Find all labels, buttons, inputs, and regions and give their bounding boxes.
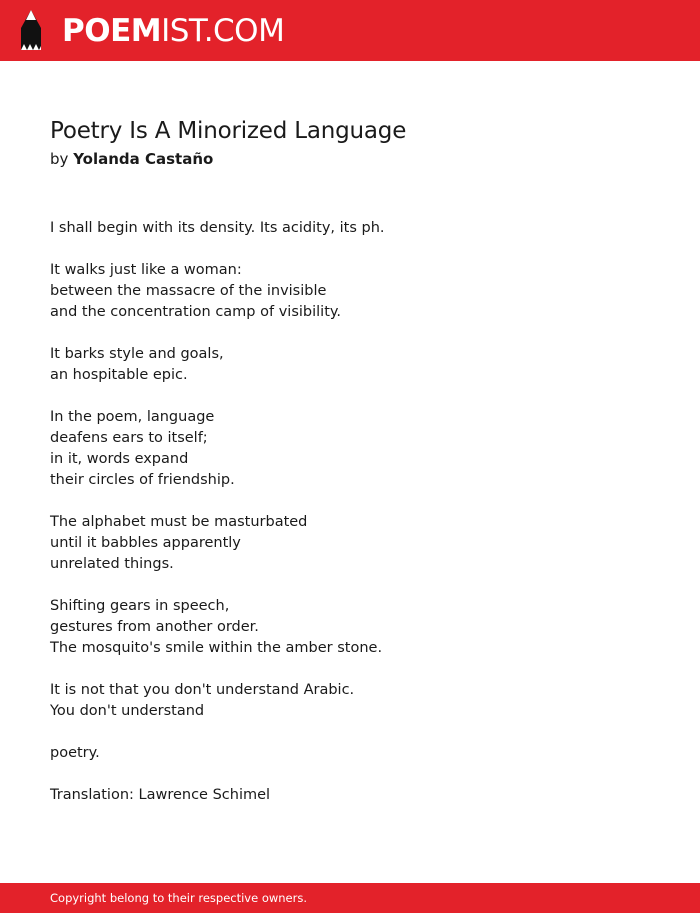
- stanza: [50, 218, 650, 239]
- poem-line: in it, words expand: [50, 451, 189, 467]
- poem-line: It is not that you don't understand Arabic.: [50, 682, 355, 698]
- stanza: [50, 407, 650, 491]
- poem-line: their circles of friendship.: [50, 472, 235, 488]
- poem-line: In the poem, language: [50, 409, 215, 425]
- logo-text-bold: POEM: [62, 13, 162, 49]
- site-header: [0, 0, 700, 61]
- poem-line: unrelated things.: [50, 556, 174, 572]
- stanza: [50, 512, 650, 575]
- poem-line: I shall begin with its density. Its acidity, its ph.: [50, 220, 385, 236]
- site-logo[interactable]: [62, 11, 284, 51]
- site-footer: [0, 883, 700, 913]
- poem-title: Poetry Is A Minorized Language: [50, 118, 407, 144]
- stanza: [50, 344, 650, 386]
- stanza: [50, 596, 650, 659]
- pencil-tip-icon[interactable]: [18, 10, 44, 52]
- logo-text-light: IST.COM: [161, 13, 285, 49]
- poem-line: gestures from another order.: [50, 619, 259, 635]
- translation-credit: Translation: Lawrence Schimel: [50, 787, 271, 803]
- stanza: [50, 743, 650, 764]
- stanza: [50, 260, 650, 323]
- poem-line: deafens ears to itself;: [50, 430, 208, 446]
- poem-line: and the concentration camp of visibility.: [50, 304, 341, 320]
- poem-line: an hospitable epic.: [50, 367, 188, 383]
- poem-line: until it babbles apparently: [50, 535, 241, 551]
- poem-line: between the massacre of the invisible: [50, 283, 327, 299]
- poem-line: It barks style and goals,: [50, 346, 224, 362]
- by-label: by: [50, 150, 69, 168]
- poem-line: It walks just like a woman:: [50, 262, 242, 278]
- stanza: [50, 680, 650, 722]
- poem-line: You don't understand: [50, 703, 205, 719]
- poem-line: poetry.: [50, 745, 100, 761]
- poem-line: The mosquito's smile within the amber stone.: [50, 640, 383, 656]
- poem-body: [50, 218, 650, 806]
- author-name: Yolanda Castaño: [73, 150, 214, 168]
- poem-byline: [50, 149, 213, 169]
- poem-line: Shifting gears in speech,: [50, 598, 230, 614]
- poem-line: The alphabet must be masturbated: [50, 514, 308, 530]
- copyright-notice: Copyright belong to their respective owners.: [50, 891, 308, 905]
